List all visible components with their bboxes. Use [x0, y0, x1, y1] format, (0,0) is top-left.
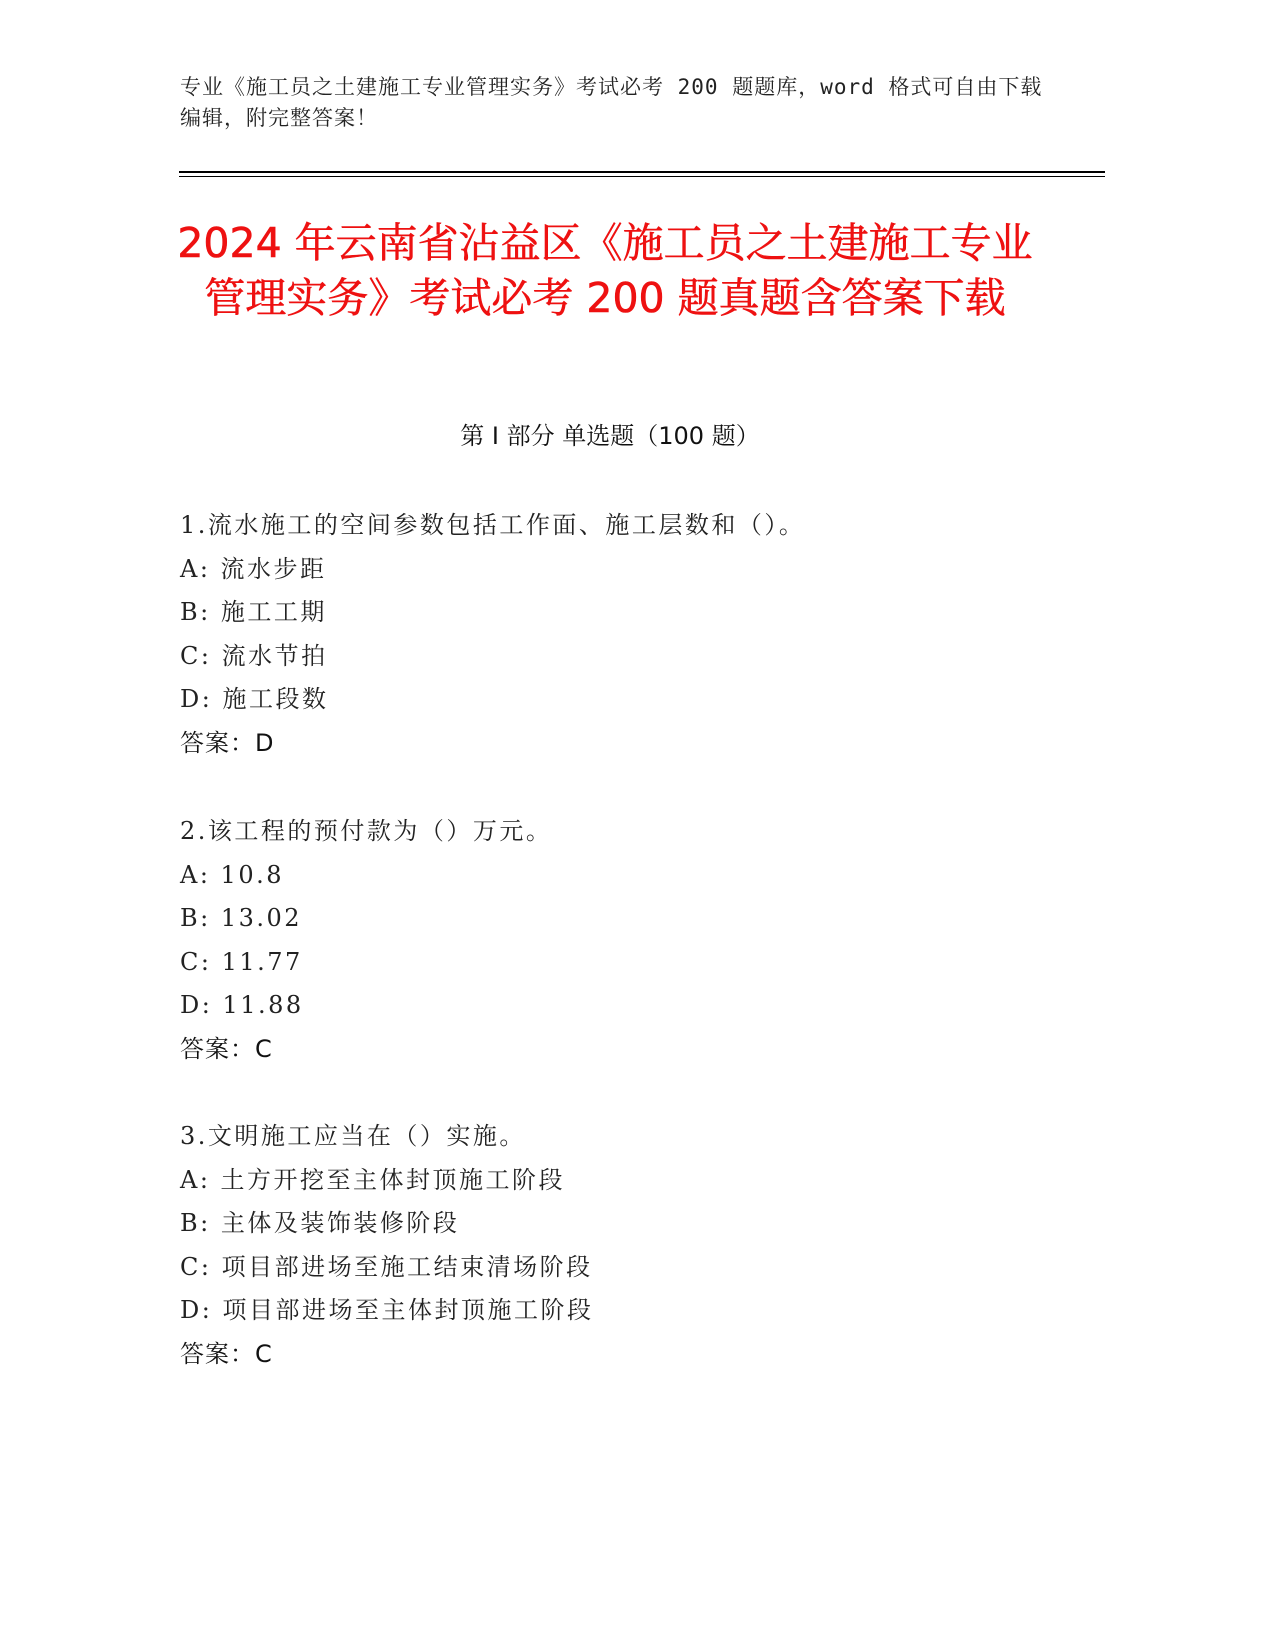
question-1 — [180, 505, 1080, 766]
option-d: D: 施工段数 — [180, 685, 329, 713]
header-divider-thin — [179, 176, 1105, 177]
option-d: D: 11.88 — [180, 991, 304, 1019]
option-b: B: 13.02 — [180, 904, 303, 932]
option-a: A: 流水步距 — [180, 554, 327, 583]
question-stem: 2.该工程的预付款为（）万元。 — [180, 817, 553, 845]
option-c: C: 流水节拍 — [180, 641, 328, 670]
option-c: C: 11.77 — [180, 947, 303, 976]
answer-line: 答案：D — [180, 728, 275, 757]
option-a: A: 土方开挖至主体封顶施工阶段 — [180, 1165, 566, 1194]
option-a: A: 10.8 — [180, 860, 284, 889]
question-stem: 3.文明施工应当在（）实施。 — [180, 1122, 526, 1150]
document-title: 2024 年云南省沾益区《施工员之土建施工专业管理实务》考试必考 200 题真题含答案下载 — [177, 219, 1033, 322]
option-c: C: 项目部进场至施工结束清场阶段 — [180, 1252, 593, 1281]
option-d: D: 项目部进场至主体封顶施工阶段 — [180, 1296, 594, 1324]
section-heading: 第 I 部分 单选题（100 题） — [460, 422, 760, 450]
header-note: 专业《施工员之土建施工专业管理实务》考试必考 200 题题库，word 格式可自由下载编辑，附完整答案！ — [180, 75, 1043, 130]
option-b: B: 施工工期 — [180, 598, 327, 626]
answer-line: 答案：C — [180, 1034, 273, 1063]
question-3 — [180, 1116, 1080, 1377]
answer-line: 答案：C — [180, 1339, 273, 1368]
question-stem: 1.流水施工的空间参数包括工作面、施工层数和（）。 — [180, 511, 806, 539]
option-b: B: 主体及装饰装修阶段 — [180, 1209, 460, 1237]
question-2 — [180, 811, 1080, 1072]
header-divider-thick — [179, 171, 1105, 173]
